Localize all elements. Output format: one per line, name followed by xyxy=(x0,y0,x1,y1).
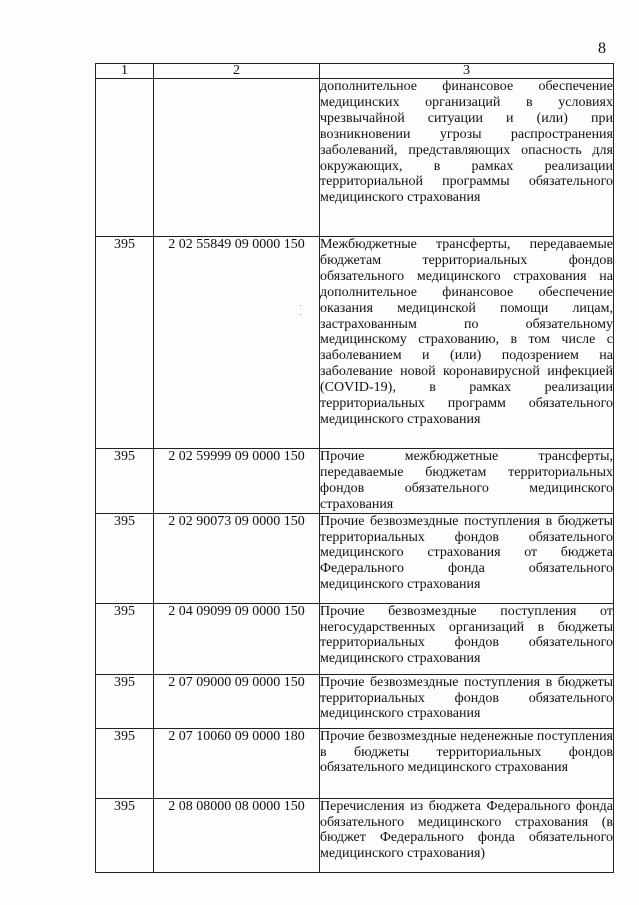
admin-code-cell: 395 xyxy=(96,449,154,514)
table-header-row xyxy=(96,64,614,79)
admin-code-cell: 395 xyxy=(96,237,154,449)
budget-classification-code-cell: 2 02 90073 09 0000 150 xyxy=(154,513,320,603)
budget-classification-code-cell: 2 07 09000 09 0000 150 xyxy=(154,674,320,728)
table-row xyxy=(96,79,614,237)
table-row xyxy=(96,798,614,872)
header-col-2: 2 xyxy=(154,64,320,79)
budget-classification-code-cell: 2 07 10060 09 0000 180 xyxy=(154,728,320,798)
page-number: 8 xyxy=(598,40,606,57)
table-row xyxy=(96,674,614,728)
table-row xyxy=(96,728,614,798)
budget-classification-code-cell: 2 02 55849 09 0000 150 xyxy=(154,237,320,449)
revenue-name-cell: Прочие безвозмездные поступления от негосударственных организаций в бюджеты территориальных фондов обязательного медицинского страхования xyxy=(320,603,614,674)
table-row xyxy=(96,237,614,449)
budget-codes-table xyxy=(95,63,614,873)
admin-code-cell xyxy=(96,79,154,237)
admin-code-cell: 395 xyxy=(96,728,154,798)
budget-classification-code-cell xyxy=(154,79,320,237)
revenue-name-cell: Прочие безвозмездные поступления в бюджеты территориальных фондов обязательного медицинского страхования xyxy=(320,674,614,728)
header-col-3: 3 xyxy=(320,64,614,79)
scan-speck xyxy=(300,305,301,306)
budget-classification-code-cell: 2 04 09099 09 0000 150 xyxy=(154,603,320,674)
admin-code-cell: 395 xyxy=(96,798,154,872)
table-row xyxy=(96,513,614,603)
admin-code-cell: 395 xyxy=(96,674,154,728)
budget-classification-code-cell: 2 08 08000 08 0000 150 xyxy=(154,798,320,872)
revenue-name-cell: Прочие межбюджетные трансферты, передаваемые бюджетам территориальных фондов обязательного медицинского страхования xyxy=(320,449,613,512)
scan-speck xyxy=(300,314,301,315)
revenue-name-cell: Межбюджетные трансферты, передаваемые бюджетам территориальных фондов обязательного медицинского страхования на дополнительное финансовое обеспечение оказания медицинской помощи лицам, застрахованным по обязательному медицинскому страхованию, в том числе с заболеванием и (или) подозрением на заболевание новой коронавирусной инфекцией (COVID-19), в рамках реализации территориальных программ обязательного медицинского страхования xyxy=(320,237,614,449)
budget-classification-code-cell: 2 02 59999 09 0000 150 xyxy=(154,449,320,514)
revenue-name-cell: дополнительное финансовое обеспечение медицинских организаций в условиях чрезвычайной ситуации и (или) при возникновении угрозы распространения заболеваний, представляющих опасность для окружающих, в рамках реализации территориальной программы обязательного медицинского страхования xyxy=(320,79,614,237)
admin-code-cell: 395 xyxy=(96,513,154,603)
revenue-name-cell: Прочие безвозмездные неденежные поступления в бюджеты территориальных фондов обязательного медицинского страхования xyxy=(320,728,614,798)
table-row xyxy=(96,603,614,674)
revenue-name-cell: Прочие безвозмездные поступления в бюджеты территориальных фондов обязательного медицинского страхования от бюджета Федерального фонда обязательного медицинского страхования xyxy=(320,513,614,603)
admin-code-cell: 395 xyxy=(96,603,154,674)
revenue-name-cell: Перечисления из бюджета Федерального фонда обязательного медицинского страхования (в бюджет Федерального фонда обязательного медицинского страхования) xyxy=(320,798,614,872)
table-row xyxy=(96,449,614,514)
header-col-1: 1 xyxy=(96,64,154,79)
